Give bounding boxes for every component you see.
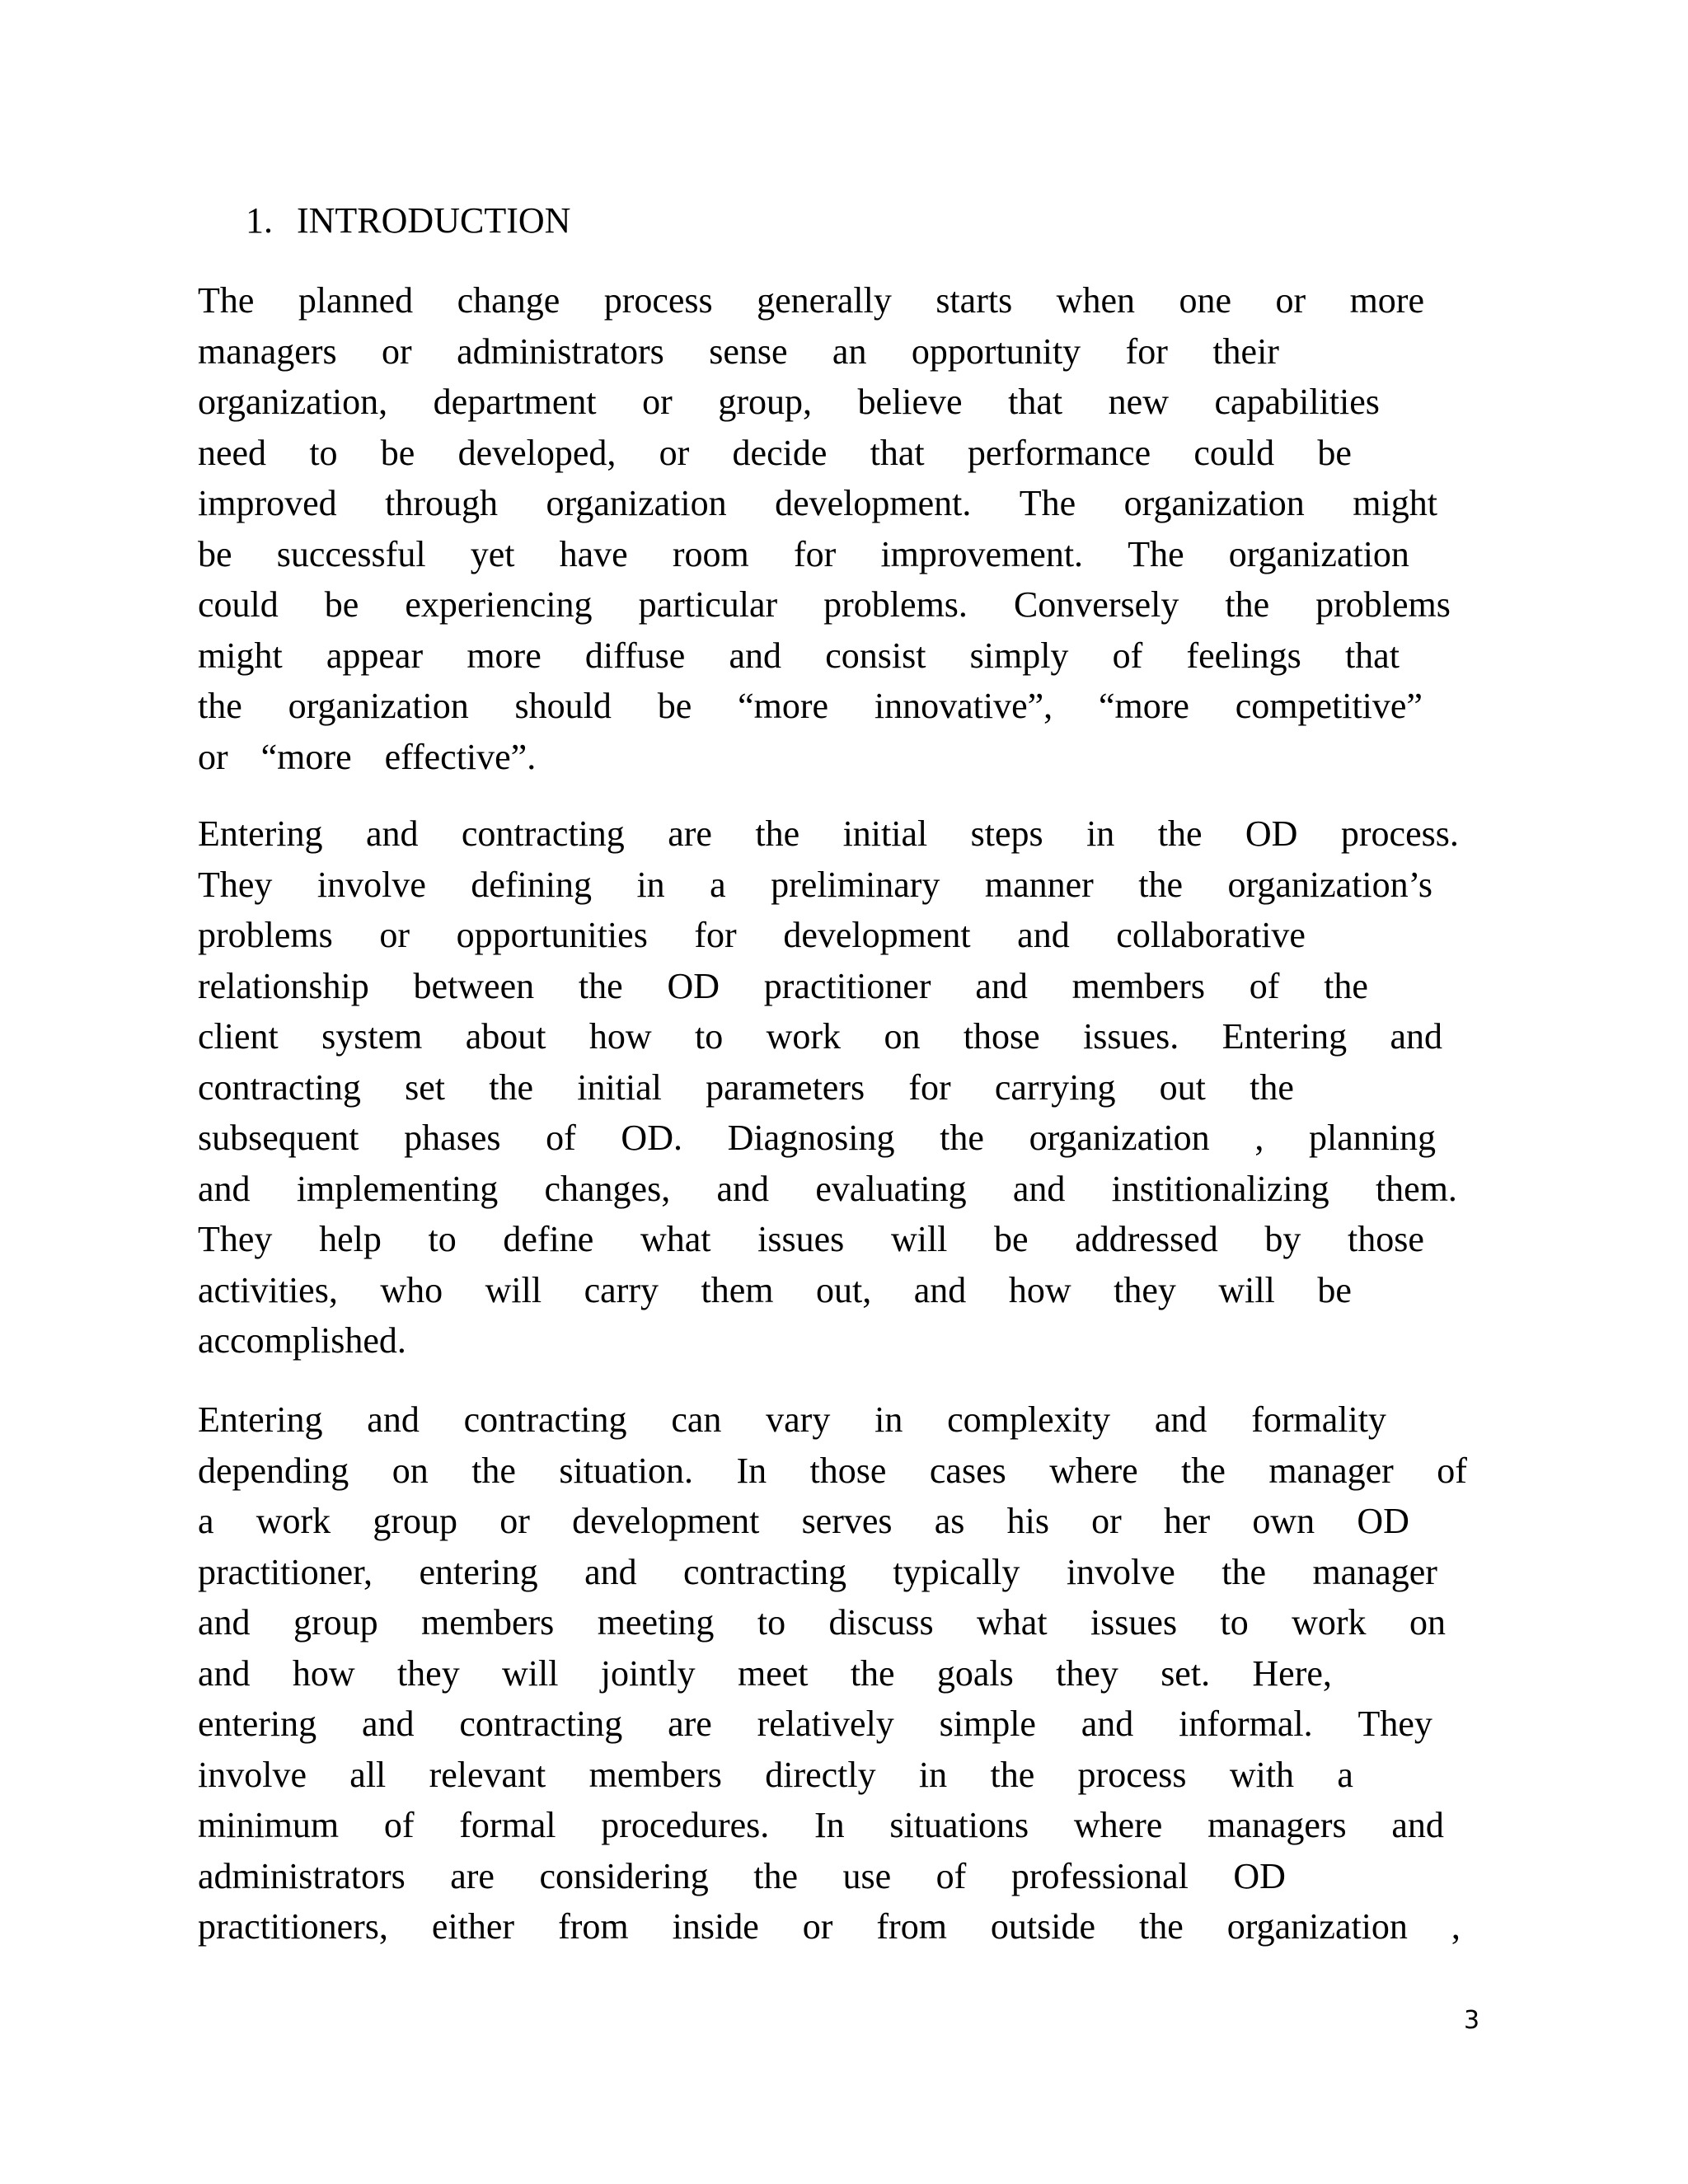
text-line: the organization should be “more innovative”, “more competitive” xyxy=(198,686,1423,726)
text-line: might appear more diffuse and consist simply of feelings that xyxy=(198,635,1400,676)
text-line: accomplished. xyxy=(198,1320,406,1361)
text-line: problems or opportunities for development and collaborative xyxy=(198,915,1306,955)
text-line: improved through organization development. The organization might xyxy=(198,483,1437,523)
text-line: The planned change process generally starts when one or more xyxy=(198,280,1424,321)
text-line: client system about how to work on those issues. Entering and xyxy=(198,1016,1442,1057)
text-line: and group members meeting to discuss what issues to work on xyxy=(198,1602,1446,1643)
text-line: They help to define what issues will be addressed by those xyxy=(198,1219,1424,1259)
text-line: minimum of formal procedures. In situations where managers and xyxy=(198,1805,1444,1845)
text-line: practitioner, entering and contracting typically involve the manager xyxy=(198,1551,1437,1592)
text-line: need to be developed, or decide that performance could be xyxy=(198,432,1352,473)
text-line: Entering and contracting are the initial steps in the OD process. xyxy=(198,813,1459,854)
text-line: activities, who will carry them out, and how they will be xyxy=(198,1269,1352,1310)
page-number: 3 xyxy=(1464,2006,1480,2035)
paragraph xyxy=(198,808,1459,1366)
text-line: and how they will jointly meet the goals they set. Here, xyxy=(198,1652,1332,1694)
text-line: administrators are considering the use of professional OD xyxy=(198,1855,1286,1896)
paragraph xyxy=(198,1394,1467,1952)
text-line: depending on the situation. In those cases where the manager of xyxy=(198,1450,1467,1491)
text-line: a work group or development serves as his or her own OD xyxy=(198,1501,1409,1541)
text-line: involve all relevant members directly in the process with a xyxy=(198,1754,1353,1795)
text-line: and implementing changes, and evaluating and institionalizing them. xyxy=(198,1168,1457,1209)
text-line: organization, department or group, believe that new capabilities xyxy=(198,382,1380,422)
text-line: managers or administrators sense an opportunity for their xyxy=(198,330,1279,372)
text-line: They involve defining in a preliminary manner the organization’s xyxy=(198,864,1432,905)
section-number: 1. xyxy=(246,200,273,241)
text-line: subsequent phases of OD. Diagnosing the organization , planning xyxy=(198,1118,1436,1158)
text-line: or “more effective”. xyxy=(198,736,537,777)
text-line: Entering and contracting can vary in complexity and formality xyxy=(198,1399,1386,1440)
section-heading xyxy=(246,196,570,246)
text-line: relationship between the OD practitioner and members of the xyxy=(198,965,1368,1006)
text-line: contracting set the initial parameters for carrying out the xyxy=(198,1066,1294,1108)
text-line: be successful yet have room for improvement. The organization xyxy=(198,533,1409,574)
text-line: practitioners, either from inside or from outside the organization , xyxy=(198,1906,1461,1947)
section-title: INTRODUCTION xyxy=(297,200,571,241)
paragraph xyxy=(198,275,1451,782)
text-line: could be experiencing particular problems. Conversely the problems xyxy=(198,584,1451,625)
text-line: entering and contracting are relatively simple and informal. They xyxy=(198,1704,1432,1744)
